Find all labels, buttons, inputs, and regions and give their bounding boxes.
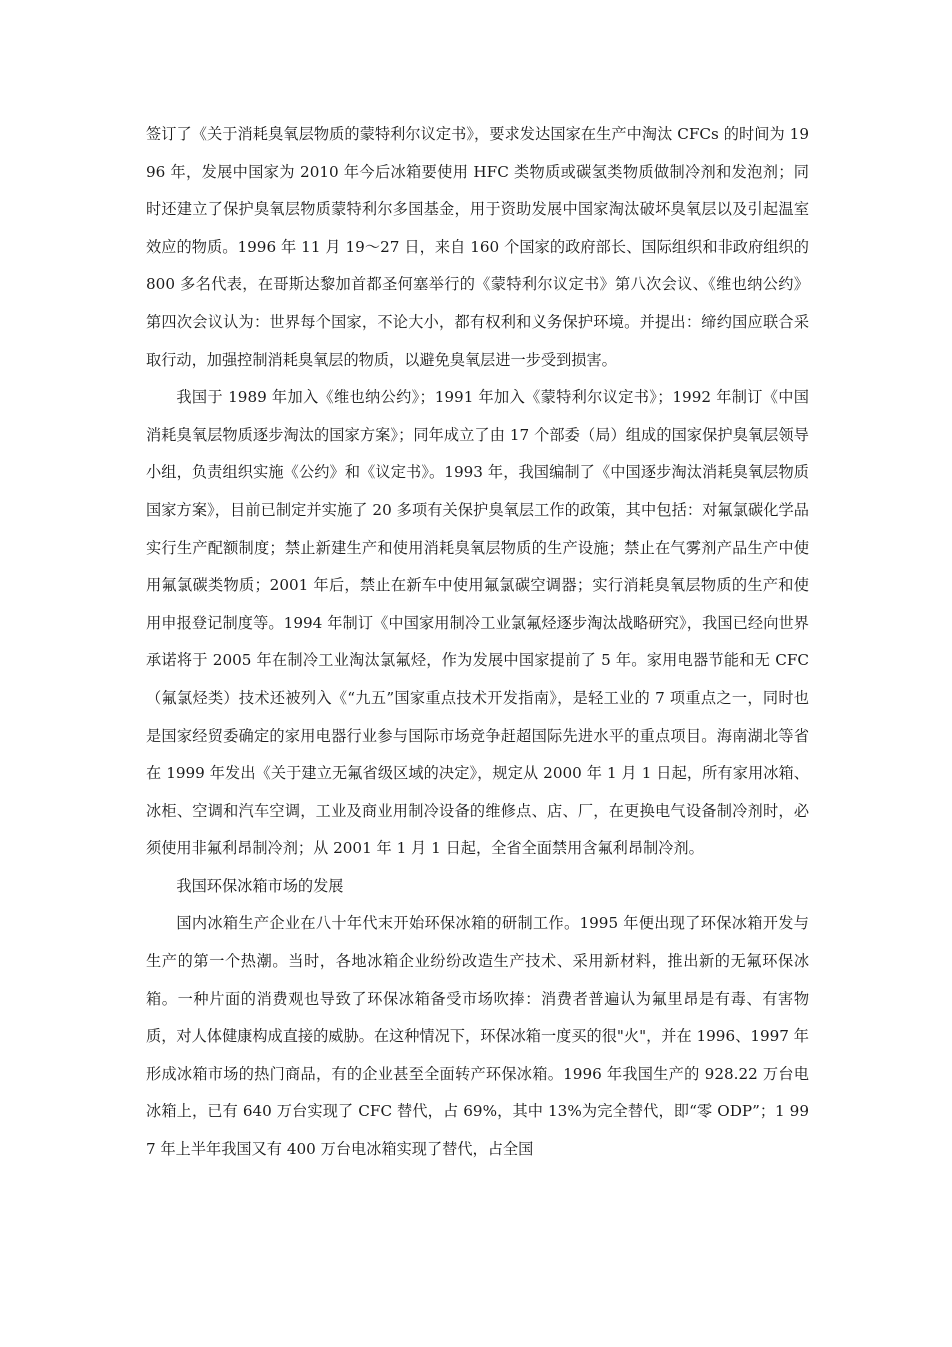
paragraph-china-policy: 我国于 1989 年加入《维也纳公约》；1991 年加入《蒙特利尔议定书》；1992 年制订《中国消耗臭氧层物质逐步淘汰的国家方案》；同年成立了由 17 个部委（局）组成的国家保护臭氧层领导小组，负责组织实施《公约》和《议定书》。1993 年，我国编制了《中国逐步淘汰消耗臭氧层物质国家方案》，目前已制定并实施了 20 多项有关保护臭氧层工作的政策，其中包括：对氟氯碳化学品实行生产配额制度；禁止新建生产和使用消耗臭氧层物质的生产设施；禁止在气雾剂产品生产中使用氟氯碳类物质；2001 年后，禁止在新车中使用氟氯碳空调器；实行消耗臭氧层物质的生产和使用申报登记制度等。1994 年制订《中国家用制冷工业氯氟烃逐步淘汰战略研究》，我国已经向世界承诺将于 2005 年在制冷工业淘汰氯氟烃，作为发展中国家提前了 5 年。家用电器节能和无 CFC（氟氯烃类）技术还被列入《“九五”国家重点技术开发指南》，是轻工业的 7 项重点之一，同时也是国家经贸委确定的家用电器行业参与国际市场竞争赶超国际先进水平的重点项目。海南湖北等省在 1999 年发出《关于建立无氟省级区域的决定》，规定从 2000 年 1 月 1 日起，所有家用冰箱、冰柜、空调和汽车空调，工业及商业用制冷设备的维修点、店、厂，在更换电气设备制冷剂时，必须使用非氟利昂制冷剂；从 2001 年 1 月 1 日起，全省全面禁用含氟利昂制冷剂。: [146, 388, 809, 858]
section-heading: 我国环保冰箱市场的发展: [176, 876, 344, 895]
paragraph-montreal-protocol: 签订了《关于消耗臭氧层物质的蒙特利尔议定书》，要求发达国家在生产中淘汰 CFCs 的时间为 1996 年，发展中国家为 2010 年今后冰箱要使用 HFC 类物质或碳氢类物质做制冷剂和发泡剂；同时还建立了保护臭氧层物质蒙特利尔多国基金，用于资助发展中国家淘汰破坏臭氧层以及引起温室效应的物质。1996 年 11 月 19～27 日，来自 160 个国家的政府部长、国际组织和非政府组织的 800 多名代表，在哥斯达黎加首都圣何塞举行的《蒙特利尔议定书》第八次会议、《维也纳公约》第四次会议认为：世界每个国家，不论大小，都有权利和义务保护环境。并提出：缔约国应联合采取行动，加强控制消耗臭氧层的物质，以避免臭氧层进一步受到损害。: [146, 125, 809, 369]
body-text: [146, 116, 809, 1169]
paragraph-market-development: 国内冰箱生产企业在八十年代末开始环保冰箱的研制工作。1995 年便出现了环保冰箱开发与生产的第一个热潮。当时，各地冰箱企业纷纷改造生产技术、采用新材料，推出新的无氟环保冰箱。一种片面的消费观也导致了环保冰箱备受市场吹捧：消费者普遍认为氟里昂是有毒、有害物质，对人体健康构成直接的威胁。在这种情况下，环保冰箱一度买的很"火"，并在 1996、1997 年形成冰箱市场的热门商品，有的企业甚至全面转产环保冰箱。1996 年我国生产的 928.22 万台电冰箱上，已有 640 万台实现了 CFC 替代，占 69%，其中 13%为完全替代，即“零 ODP”；1 997 年上半年我国又有 400 万台电冰箱实现了替代，占全国: [146, 914, 809, 1159]
